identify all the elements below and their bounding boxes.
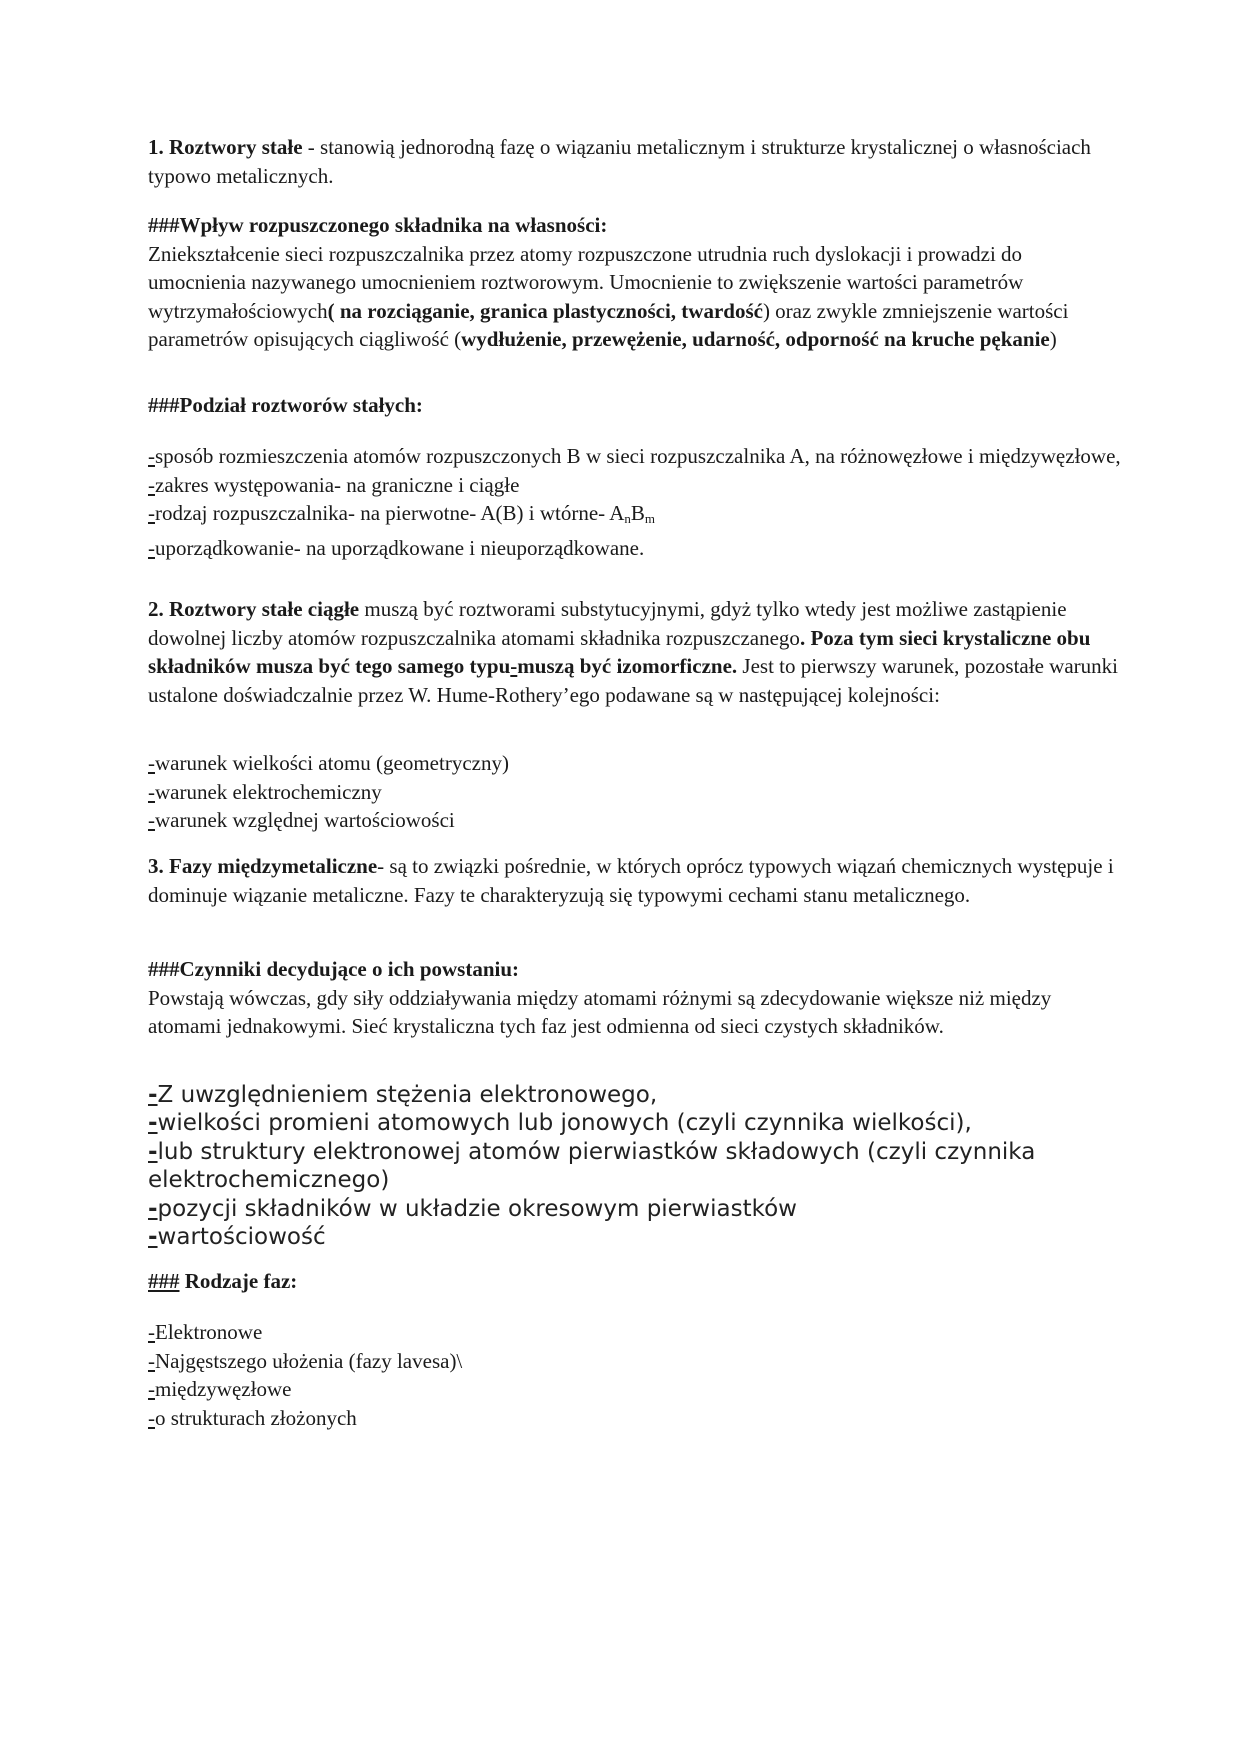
section-title: Roztwory stałe ciągłe: [169, 597, 360, 621]
list-item-text: Elektronowe: [155, 1320, 263, 1344]
heading-hashes: ###: [148, 1269, 180, 1293]
dash-marker: -: [148, 1195, 158, 1222]
dash-marker: -: [148, 1224, 158, 1251]
list-item: [148, 1347, 1124, 1376]
list-item: [148, 806, 1124, 835]
formula-element: B: [630, 501, 645, 526]
dash-marker: -: [148, 1082, 158, 1108]
dash-marker: -: [148, 1110, 158, 1137]
paragraph-bold: ( na rozciąganie, granica plastyczności, twardość: [327, 298, 763, 323]
list-item-text: warunek wielkości atomu (geometryczny): [155, 751, 509, 775]
dash-marker: -: [510, 654, 518, 679]
section-number: 1.: [148, 135, 164, 159]
heading-rodzaje: [148, 1267, 1124, 1296]
dash-marker: -: [148, 1348, 155, 1373]
list-item-text: lub struktury elektronowej atomów pierwiastków składowych (czyli czynnika elektrochemicznego): [148, 1138, 1036, 1194]
list-item: [148, 1223, 1124, 1251]
paragraph-text: ) oraz zwykle zmniejszenie wartości parametrów opisujących ciągliwość (: [148, 298, 1069, 352]
section-rodzaje: [148, 1267, 1124, 1296]
list-item: [148, 471, 1124, 500]
list-item: [148, 778, 1124, 807]
dash-marker: -: [148, 444, 155, 468]
list-item: [148, 1195, 1124, 1223]
list-item-text: wielkości promieni atomowych lub jonowych (czyli czynnika wielkości),: [157, 1110, 972, 1137]
list-item-text: warunek względnej wartościowości: [155, 808, 455, 833]
section-podzial: [148, 391, 1124, 420]
list-warunki: [148, 749, 1124, 835]
list-rodzaje: [148, 1318, 1124, 1432]
heading-text: Rodzaje faz:: [179, 1269, 298, 1293]
heading-czynniki: ###Czynniki decydujące o ich powstaniu:: [148, 957, 520, 981]
section-text: - stanowią jednorodną fazę o wiązaniu metalicznym i strukturze krystalicznej o własnościach typowo metalicznych.: [148, 135, 1091, 188]
list-item: [148, 1318, 1124, 1347]
dash-marker: -: [148, 501, 155, 526]
list-czynniki: [148, 1081, 1124, 1251]
heading-wplyw: ###Wpływ rozpuszczonego składnika na własności:: [148, 213, 608, 237]
paragraph-wplyw: [148, 240, 1124, 354]
list-item-text: międzywęzłowe: [155, 1377, 292, 1402]
list-item: [148, 1081, 1124, 1109]
list-item: [148, 749, 1124, 778]
section-text: muszą być roztworami substytucyjnymi, gdyż tylko wtedy jest możliwe zastąpienie dowolnej liczby atomów rozpuszczalnika atomami składnika rozpuszczanego: [148, 597, 1067, 650]
list-item: [148, 534, 1124, 563]
list-item-text: pozycji składników w układzie okresowym pierwiastków: [157, 1195, 797, 1222]
section-roztwory-stale: [148, 133, 1124, 190]
list-item: [148, 1404, 1124, 1433]
dash-marker: -: [148, 1377, 155, 1402]
dash-marker: -: [148, 472, 155, 497]
section-bold: muszą być izomorficzne.: [517, 654, 738, 679]
heading-podzial: ###Podział roztworów stałych:: [148, 393, 423, 417]
list-item-text: Najgęstszego ułożenia (fazy lavesa)\: [155, 1348, 463, 1373]
list-item: [148, 499, 1124, 534]
dash-marker: -: [148, 779, 155, 804]
list-item: [148, 1375, 1124, 1404]
list-item: [148, 442, 1124, 471]
list-item-text: rodzaj rozpuszczalnika- na pierwotne- A(B) i wtórne- A: [155, 501, 625, 526]
list-item-text: zakres występowania- na graniczne i ciągłe: [155, 472, 520, 497]
section-bold: . Poza tym sieci krystaliczne obu składników musza być tego samego typu: [148, 625, 1091, 679]
dash-marker: -: [148, 1138, 158, 1165]
section-number: 2.: [148, 597, 164, 621]
paragraph-bold: wydłużenie, przewężenie, udarność, odporność na kruche pękanie: [461, 327, 1050, 352]
dash-marker: -: [148, 1320, 155, 1344]
paragraph-czynniki: Powstają wówczas, gdy siły oddziaływania między atomami różnymi są zdecydowanie większe niż między atomami jednakowymi. Sieć krystaliczna tych faz jest odmienna od sieci czystych składników.: [148, 985, 1052, 1039]
list-item: [148, 1109, 1124, 1137]
formula-subscript: m: [644, 511, 656, 527]
list-item-text: warunek elektrochemiczny: [155, 779, 382, 804]
section-title: Fazy międzymetaliczne: [169, 854, 378, 878]
section-text: Jest to pierwszy warunek, pozostałe warunki ustalone doświadczalnie przez W. Hume-Rothery’ego podawane są w następującej kolejności:: [148, 654, 1118, 707]
dash-marker: -: [148, 808, 155, 833]
section-title: Roztwory stałe: [169, 135, 303, 159]
section-number: 3.: [148, 854, 164, 878]
section-roztwory-ciagle: [148, 595, 1124, 709]
section-text: - są to związki pośrednie, w których oprócz typowych wiązań chemicznych występuje i dominuje wiązanie metaliczne. Fazy te charakteryzują się typowymi cechami stanu metalicznego.: [148, 854, 1114, 907]
section-wplyw: [148, 211, 1124, 354]
dash-marker: -: [148, 535, 155, 560]
paragraph-text: Zniekształcenie sieci rozpuszczalnika przez atomy rozpuszczone utrudnia ruch dyslokacji i prowadzi do umocnienia nazywanego umocnieniem roztworowym. Umocnienie to zwiększenie wartości parametrów wytrzymałościowych: [148, 241, 1024, 323]
dash-marker: -: [148, 751, 155, 775]
list-item: [148, 1138, 1124, 1195]
dash-marker: -: [148, 1405, 155, 1430]
list-item-text: uporządkowanie- na uporządkowane i nieuporządkowane.: [155, 535, 645, 560]
formula-subscript: n: [624, 511, 631, 527]
list-item-text: sposób rozmieszczenia atomów rozpuszczonych B w sieci rozpuszczalnika A, na różnowęzłowe i międzywęzłowe,: [155, 444, 1121, 468]
list-item-text: Z uwzględnieniem stężenia elektronowego,: [157, 1082, 658, 1108]
list-item-text: wartościowość: [157, 1224, 326, 1251]
section-fazy: [148, 852, 1124, 909]
list-podzial: [148, 442, 1124, 562]
section-czynniki: [148, 955, 1124, 1041]
paragraph-text: ): [1049, 327, 1057, 352]
list-item-text: o strukturach złożonych: [155, 1405, 357, 1430]
